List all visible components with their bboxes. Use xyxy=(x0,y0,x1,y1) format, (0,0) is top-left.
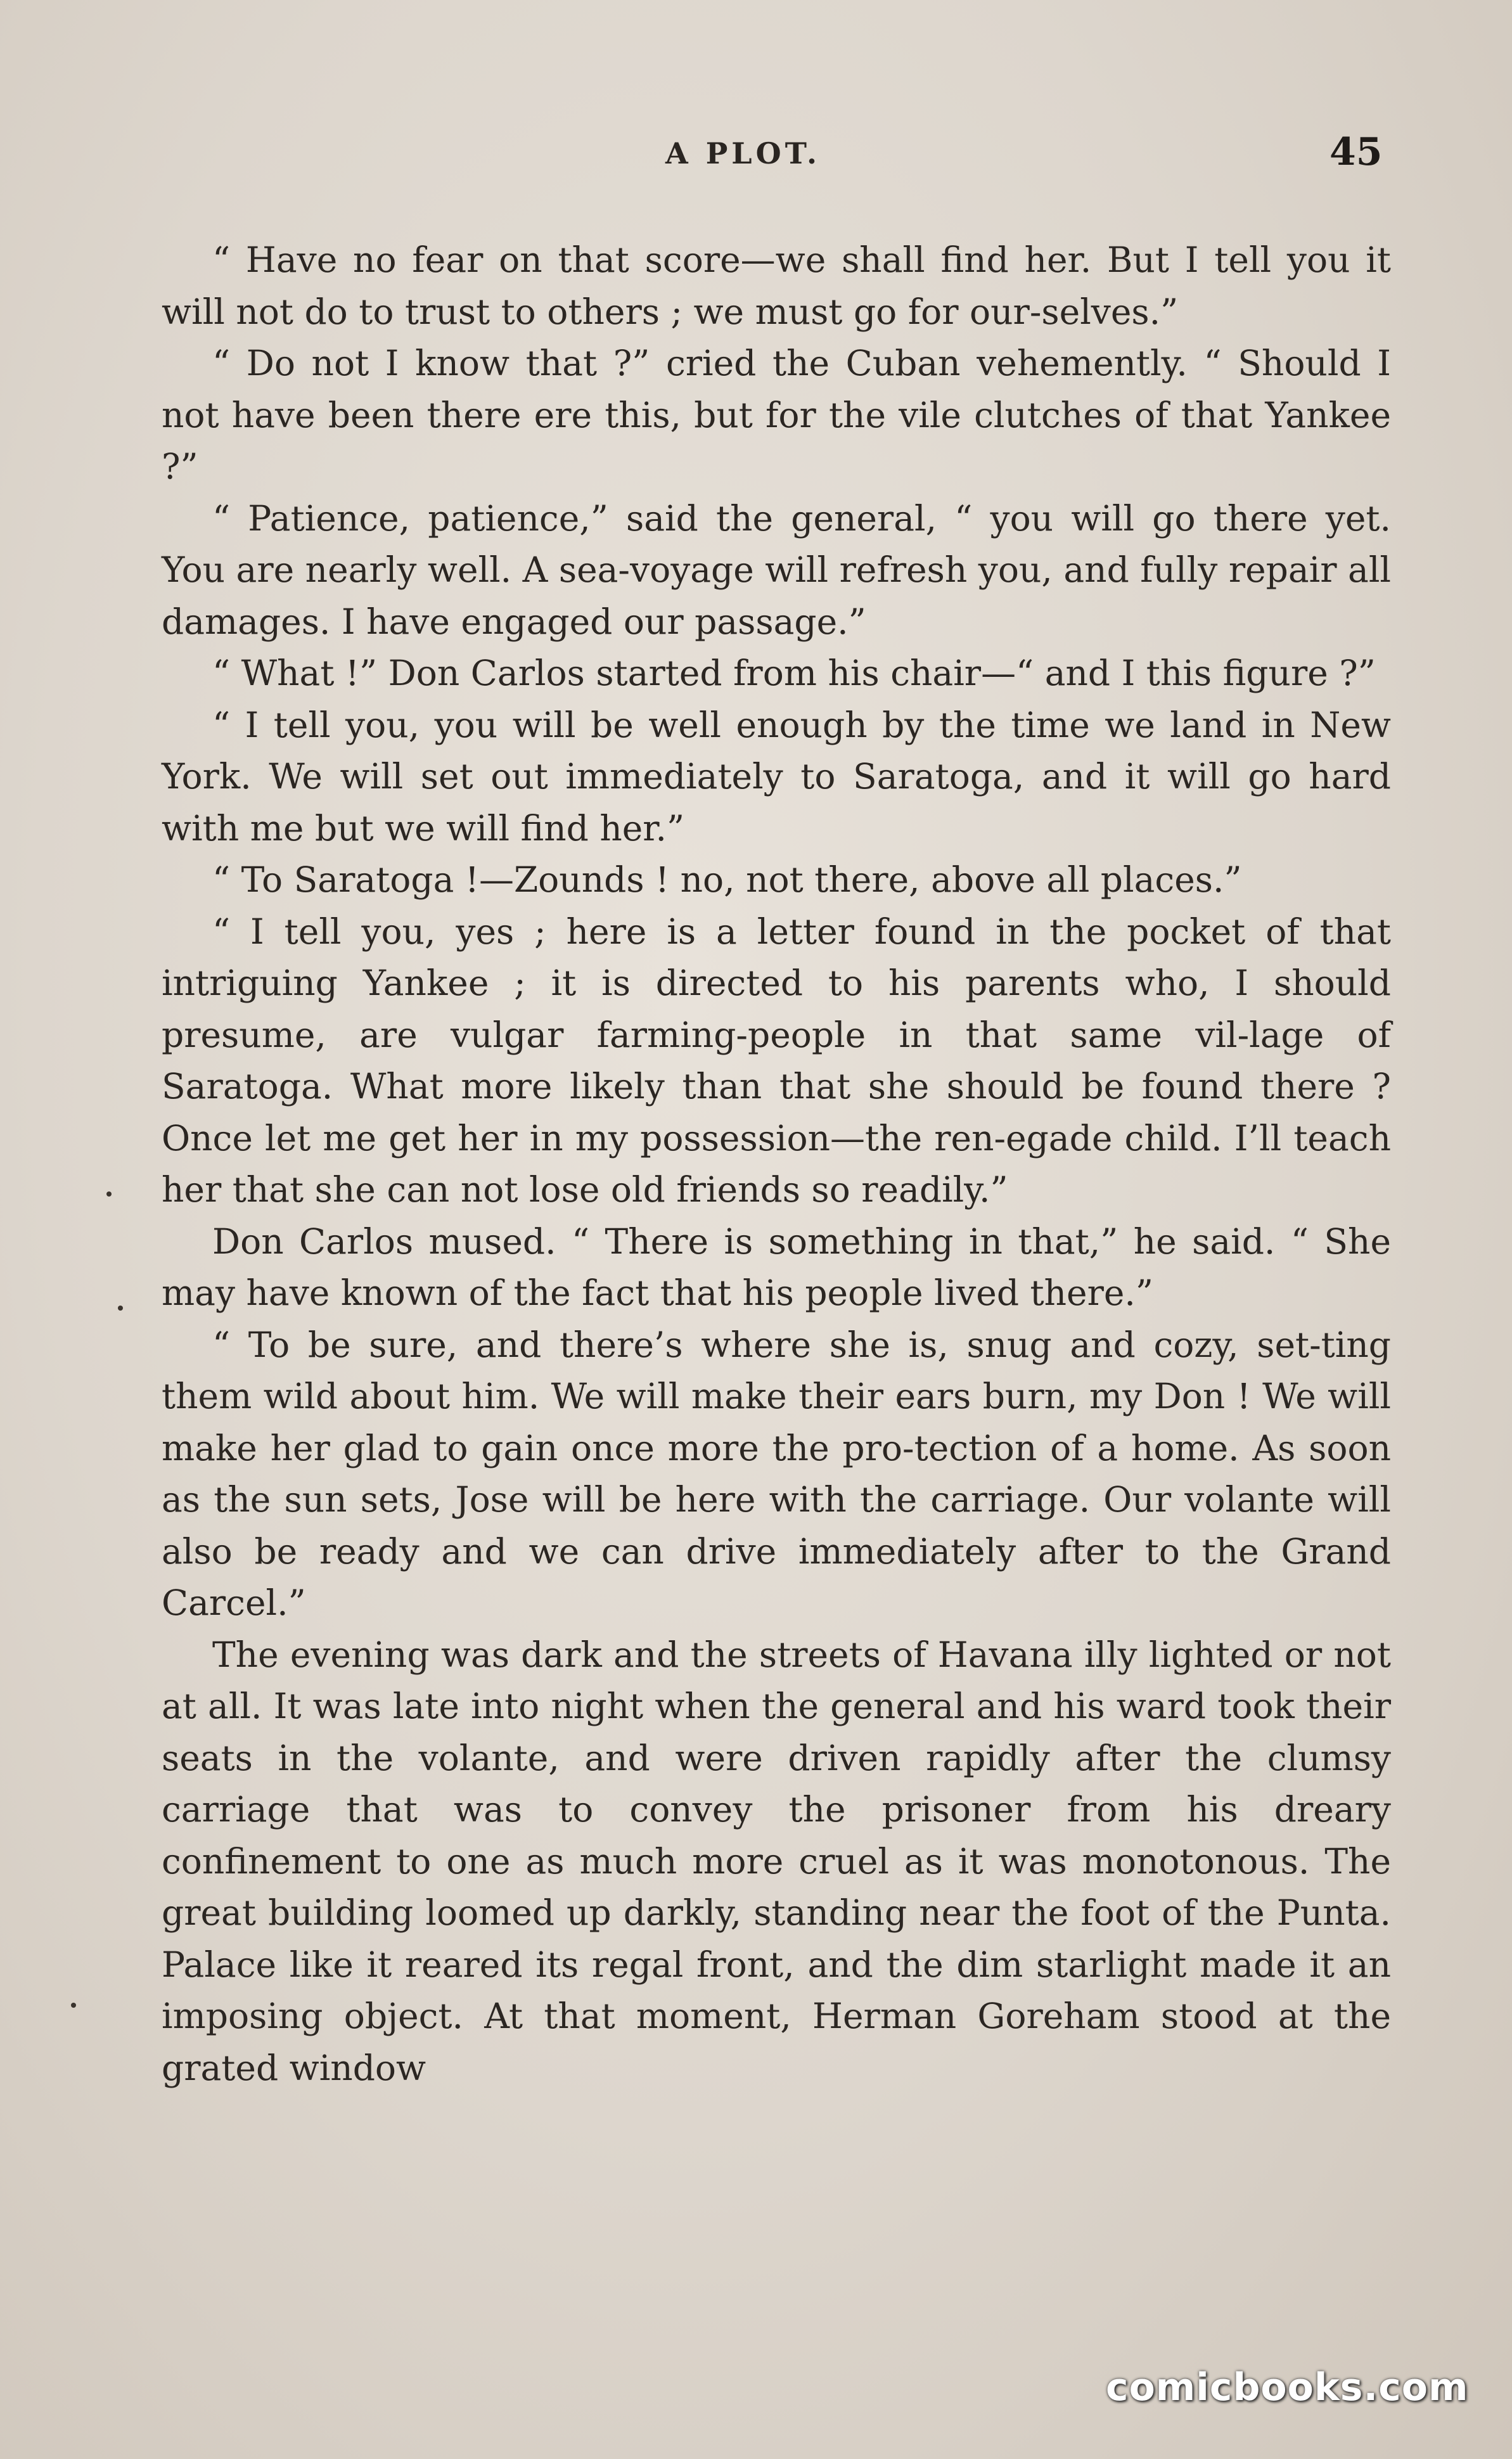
paragraph: “ I tell you, you will be well enough by the time we land in New York. We will set out immediately to Saratoga, and it will go hard with me but we will find her.” xyxy=(162,704,1391,849)
ink-speck xyxy=(71,2003,76,2008)
paragraph: “ Patience, patience,” said the general, “ you will go there yet. You are nearly well. A sea-voyage will refresh you, and fully repair all damages. I have engaged our passage.” xyxy=(162,498,1391,642)
paragraph: “ Have no fear on that score—we shall find her. But I tell you it will not do to trust to others ; we must go for our-selves.” xyxy=(162,240,1391,332)
paragraph: “ Do not I know that ?” cried the Cuban vehemently. “ Should I not have been there ere this, but for the vile clutches of that Yankee ?” xyxy=(162,343,1391,487)
paragraph: “ I tell you, yes ; here is a letter found in the pocket of that intriguing Yankee ; it is directed to his parents who, I should presume, are vulgar farming-people in that same vil-lage of Saratoga. What more likely than that she should be found there ? Once let me get her in my possession—the ren-egade child. I’ll teach her that she can not lose old friends so readily.” xyxy=(162,911,1391,1210)
paragraph: “ To be sure, and there’s where she is, snug and cozy, set-ting them wild about him. We will make their ears burn, my Don ! We will make her glad to gain once more the pro-tection of a home. As soon as the sun sets, Jose will be here with the carriage. Our volante will also be ready and we can drive immediately after to the Grand Carcel.” xyxy=(162,1324,1391,1623)
paragraph: “ What !” Don Carlos started from his chair—“ and I this figure ?” xyxy=(212,653,1376,693)
paragraph: The evening was dark and the streets of Havana illy lighted or not at all. It was late into night when the general and his ward took their seats in the volante, and were driven rapidly after the clumsy carriage that was to convey the prisoner from his dreary confinement to one as much more cruel as it was monotonous. The great building loomed up darkly, standing near the foot of the Punta. Palace like it reared its regal front, and the dim starlight made it an imposing object. At that moment, Herman Goreham stood at the grated window xyxy=(162,1634,1391,2088)
ink-speck xyxy=(118,1306,123,1311)
paragraph: Don Carlos mused. “ There is something in that,” he said. “ She may have known of the fact that his people lived there.” xyxy=(162,1221,1391,1313)
ink-speck xyxy=(106,1191,112,1197)
body-text xyxy=(162,234,1391,2094)
paragraph: “ To Saratoga !—Zounds ! no, not there, above all places.” xyxy=(212,859,1242,900)
page-number: 45 xyxy=(1329,130,1383,174)
running-head: A PLOT. xyxy=(665,136,821,170)
watermark: comicbooks.com xyxy=(1106,2365,1469,2410)
